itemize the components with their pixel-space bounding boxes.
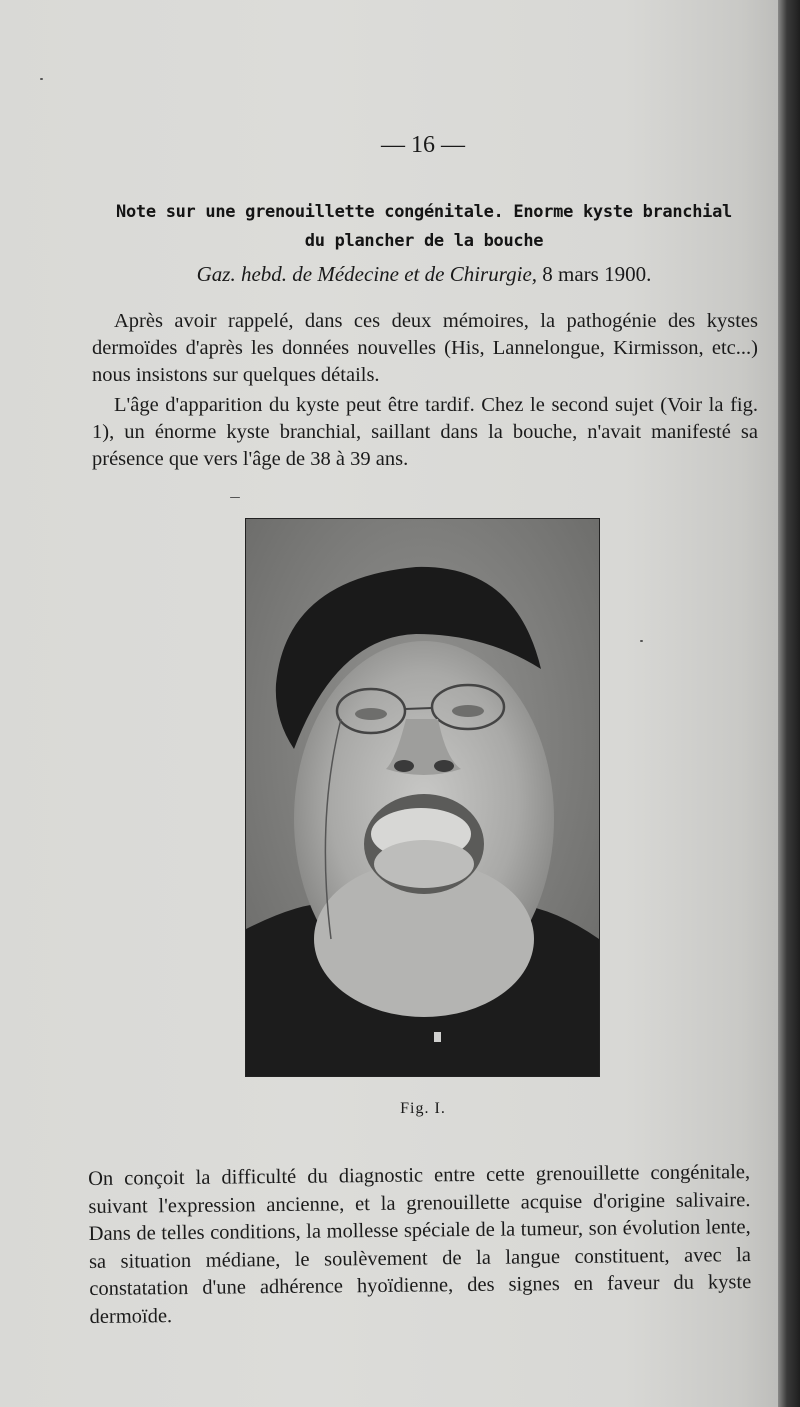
paragraph-2: L'âge d'apparition du kyste peut être tardif. Chez le second sujet (Voir la fig. 1), un énorme kyste branchial, saillant dans la bouche, n'avait manifesté sa présence que vers l'âge de 38 à 39 ans. [92, 394, 758, 470]
citation-date: 8 mars 1900. [537, 262, 652, 286]
figure-photograph [245, 518, 600, 1077]
book-spine-edge [778, 0, 800, 1407]
print-speck [230, 497, 240, 498]
citation-journal: Gaz. hebd. de Médecine et de Chirurgie, [196, 262, 538, 286]
article-title: Note sur une grenouillette congénitale. Enorme kyste branchial du plancher de la bouche [116, 202, 732, 251]
page-number: — 16 — [381, 132, 465, 158]
figure-caption: Fig. I. [400, 1100, 446, 1117]
paragraph-3: On conçoit la difficulté du diagnostic entre cette grenouillette congénitale, suivant l'expression ancienne, et la grenouillette acquise d'origine salivaire. Dans de telles conditions, la mollesse spéciale de la tumeur, son évolution lente, sa situation médiane, le soulèvement de la langue constituent, avec la constatation d'une adhérence hyoïdienne, des signes en faveur du kyste dermoïde. [88, 1161, 752, 1328]
print-speck [40, 78, 43, 80]
print-speck [640, 640, 643, 642]
paragraph-1: Après avoir rappelé, dans ces deux mémoires, la pathogénie des kystes dermoïdes d'après les données nouvelles (His, Lannelongue, Kirmisson, etc...) nous insistons sur quelques détails. [92, 310, 758, 386]
citation [110, 262, 738, 287]
patient-portrait-image [246, 519, 599, 1076]
